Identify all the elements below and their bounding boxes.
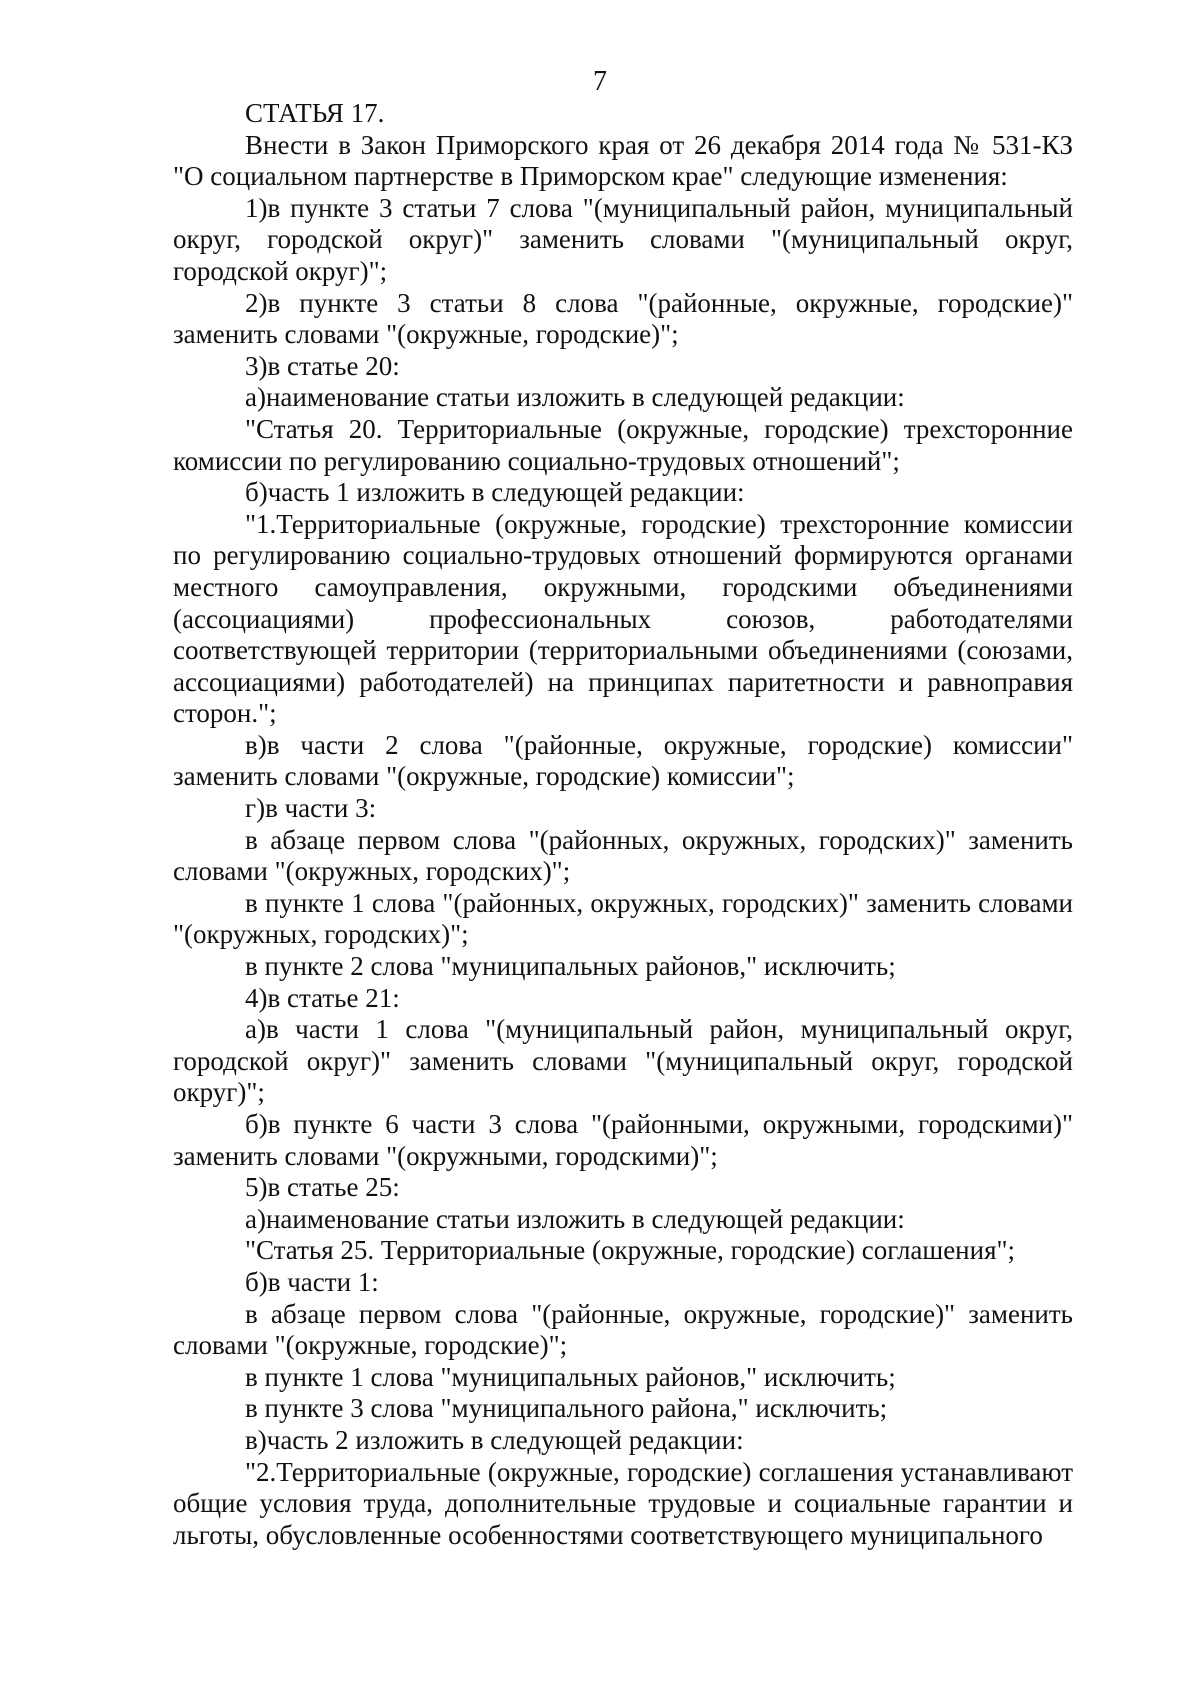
paragraph: в пункте 2 слова "муниципальных районов," исключить; [245, 951, 896, 982]
article-heading: СТАТЬЯ 17. [245, 98, 385, 128]
paragraph: а)наименование статьи изложить в следующей редакции: [245, 1203, 905, 1234]
page-number: 7 [593, 66, 607, 97]
paragraph: в)в части 2 слова "(районные, окружные, городские) комиссии" заменить словами "(окружные, городские) комиссии"; [173, 729, 1073, 792]
paragraph: "1.Территориальные (окружные, городские) трехсторонние комиссии по регулированию социально-трудовых отношений формируются органами местного самоуправления, окружными, городскими объединениями (ассоциациями) профессиональных союзов, работодателями соответствующей территории (территориальными объединениями (союзами, ассоциациями) работодателей) на принципах паритетности и равноправия сторон."; [173, 508, 1073, 729]
paragraph: в пункте 3 слова "муниципального района," исключить; [245, 1393, 888, 1424]
paragraph: "2.Территориальные (окружные, городские) соглашения устанавливают общие условия труда, дополнительные трудовые и социальные гарантии и льготы, обусловленные особенностями соответствующего муниципального [173, 1456, 1073, 1550]
paragraph: в абзаце первом слова "(районные, окружные, городские)" заменить словами "(окружные, городские)"; [173, 1298, 1073, 1361]
paragraph: б)в части 1: [245, 1266, 379, 1297]
paragraph: в)часть 2 изложить в следующей редакции: [245, 1424, 744, 1455]
document-body [173, 98, 1073, 1551]
paragraph: "Статья 20. Территориальные (окружные, городские) трехсторонние комиссии по регулированию социально-трудовых отношений"; [173, 413, 1073, 476]
paragraph: в абзаце первом слова "(районных, окружных, городских)" заменить словами "(окружных, городских)"; [173, 824, 1073, 887]
paragraph: в пункте 1 слова "(районных, окружных, городских)" заменить словами "(окружных, городских)"; [173, 887, 1073, 950]
paragraph: 5)в статье 25: [245, 1172, 400, 1203]
paragraph: "Статья 25. Территориальные (окружные, городские) соглашения"; [245, 1235, 1016, 1266]
paragraph: а)наименование статьи изложить в следующей редакции: [245, 382, 905, 413]
paragraph: 1)в пункте 3 статьи 7 слова "(муниципальный район, муниципальный округ, городской округ)" заменить словами "(муниципальный округ, городской округ)"; [173, 192, 1073, 286]
paragraph: б)в пункте 6 части 3 слова "(районными, окружными, городскими)" заменить словами "(окружными, городскими)"; [173, 1109, 1073, 1171]
paragraph: 4)в статье 21: [245, 982, 400, 1013]
paragraph: 3)в статье 20: [245, 350, 400, 381]
paragraph: а)в части 1 слова "(муниципальный район, муниципальный округ, городской округ)" заменить словами "(муниципальный округ, городской округ)"; [173, 1014, 1073, 1108]
paragraph: в пункте 1 слова "муниципальных районов," исключить; [245, 1361, 896, 1392]
paragraph: Внести в Закон Приморского края от 26 декабря 2014 года № 531-КЗ "О социальном партнерстве в Приморском крае" следующие изменения: [173, 129, 1073, 192]
paragraph: г)в части 3: [245, 793, 377, 824]
paragraph: б)часть 1 изложить в следующей редакции: [245, 477, 745, 508]
paragraph: 2)в пункте 3 статьи 8 слова "(районные, окружные, городские)" заменить словами "(окружные, городские)"; [173, 287, 1073, 350]
